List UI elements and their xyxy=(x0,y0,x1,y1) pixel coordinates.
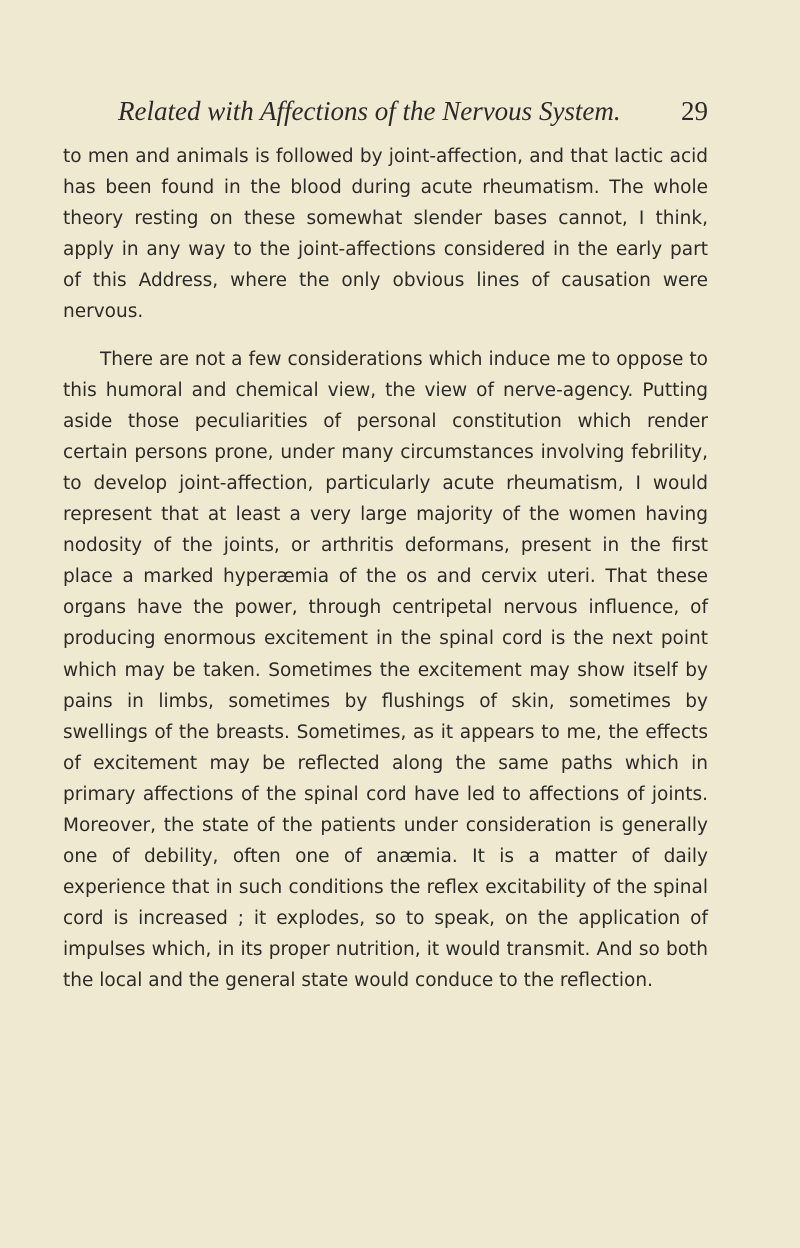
running-head xyxy=(118,91,708,131)
running-title: Related with Affections of the Nervous System. xyxy=(118,96,621,126)
body-text xyxy=(63,141,708,997)
paragraph-nerve-agency: There are not a few considerations which induce me to oppose to this humoral and chemical view, the view of nerve-agency. Putting aside those peculiarities of personal constitution which render certain persons prone, under many circumstances involving febrility, to develop joint-affection, particularly acute rheumatism, I would represent that at least a very large majority of the women having nodosity of the joints, or arthritis deformans, present in the first place a marked hyperæmia of the os and cervix uteri. That these organs have the power, through centripetal nervous influence, of producing enormous excitement in the spinal cord is the next point which may be taken. Sometimes the excitement may show itself by pains in limbs, sometimes by flushings of skin, sometimes by swellings of the breasts. Sometimes, as it appears to me, the effects of excitement may be reflected along the same paths which in primary affections of the spinal cord have led to affections of joints. Moreover, the state of the patients under consideration is generally one of debility, often one of anæmia. It is a matter of daily experience that in such conditions the reflex excitability of the spinal cord is increased ; it explodes, so to speak, on the application of impulses which, in its proper nutrition, it would transmit. And so both the local and the general state would conduce to the reflection. xyxy=(63,348,708,992)
paragraph-continued: to men and animals is followed by joint-affection, and that lactic acid has been found in the blood during acute rheumatism. The whole theory resting on these somewhat slender bases cannot, I think, apply in any way to the joint-affections considered in the early part of this Address, where the only obvious lines of causation were nervous. xyxy=(63,146,708,323)
page-number: 29 xyxy=(681,96,708,126)
